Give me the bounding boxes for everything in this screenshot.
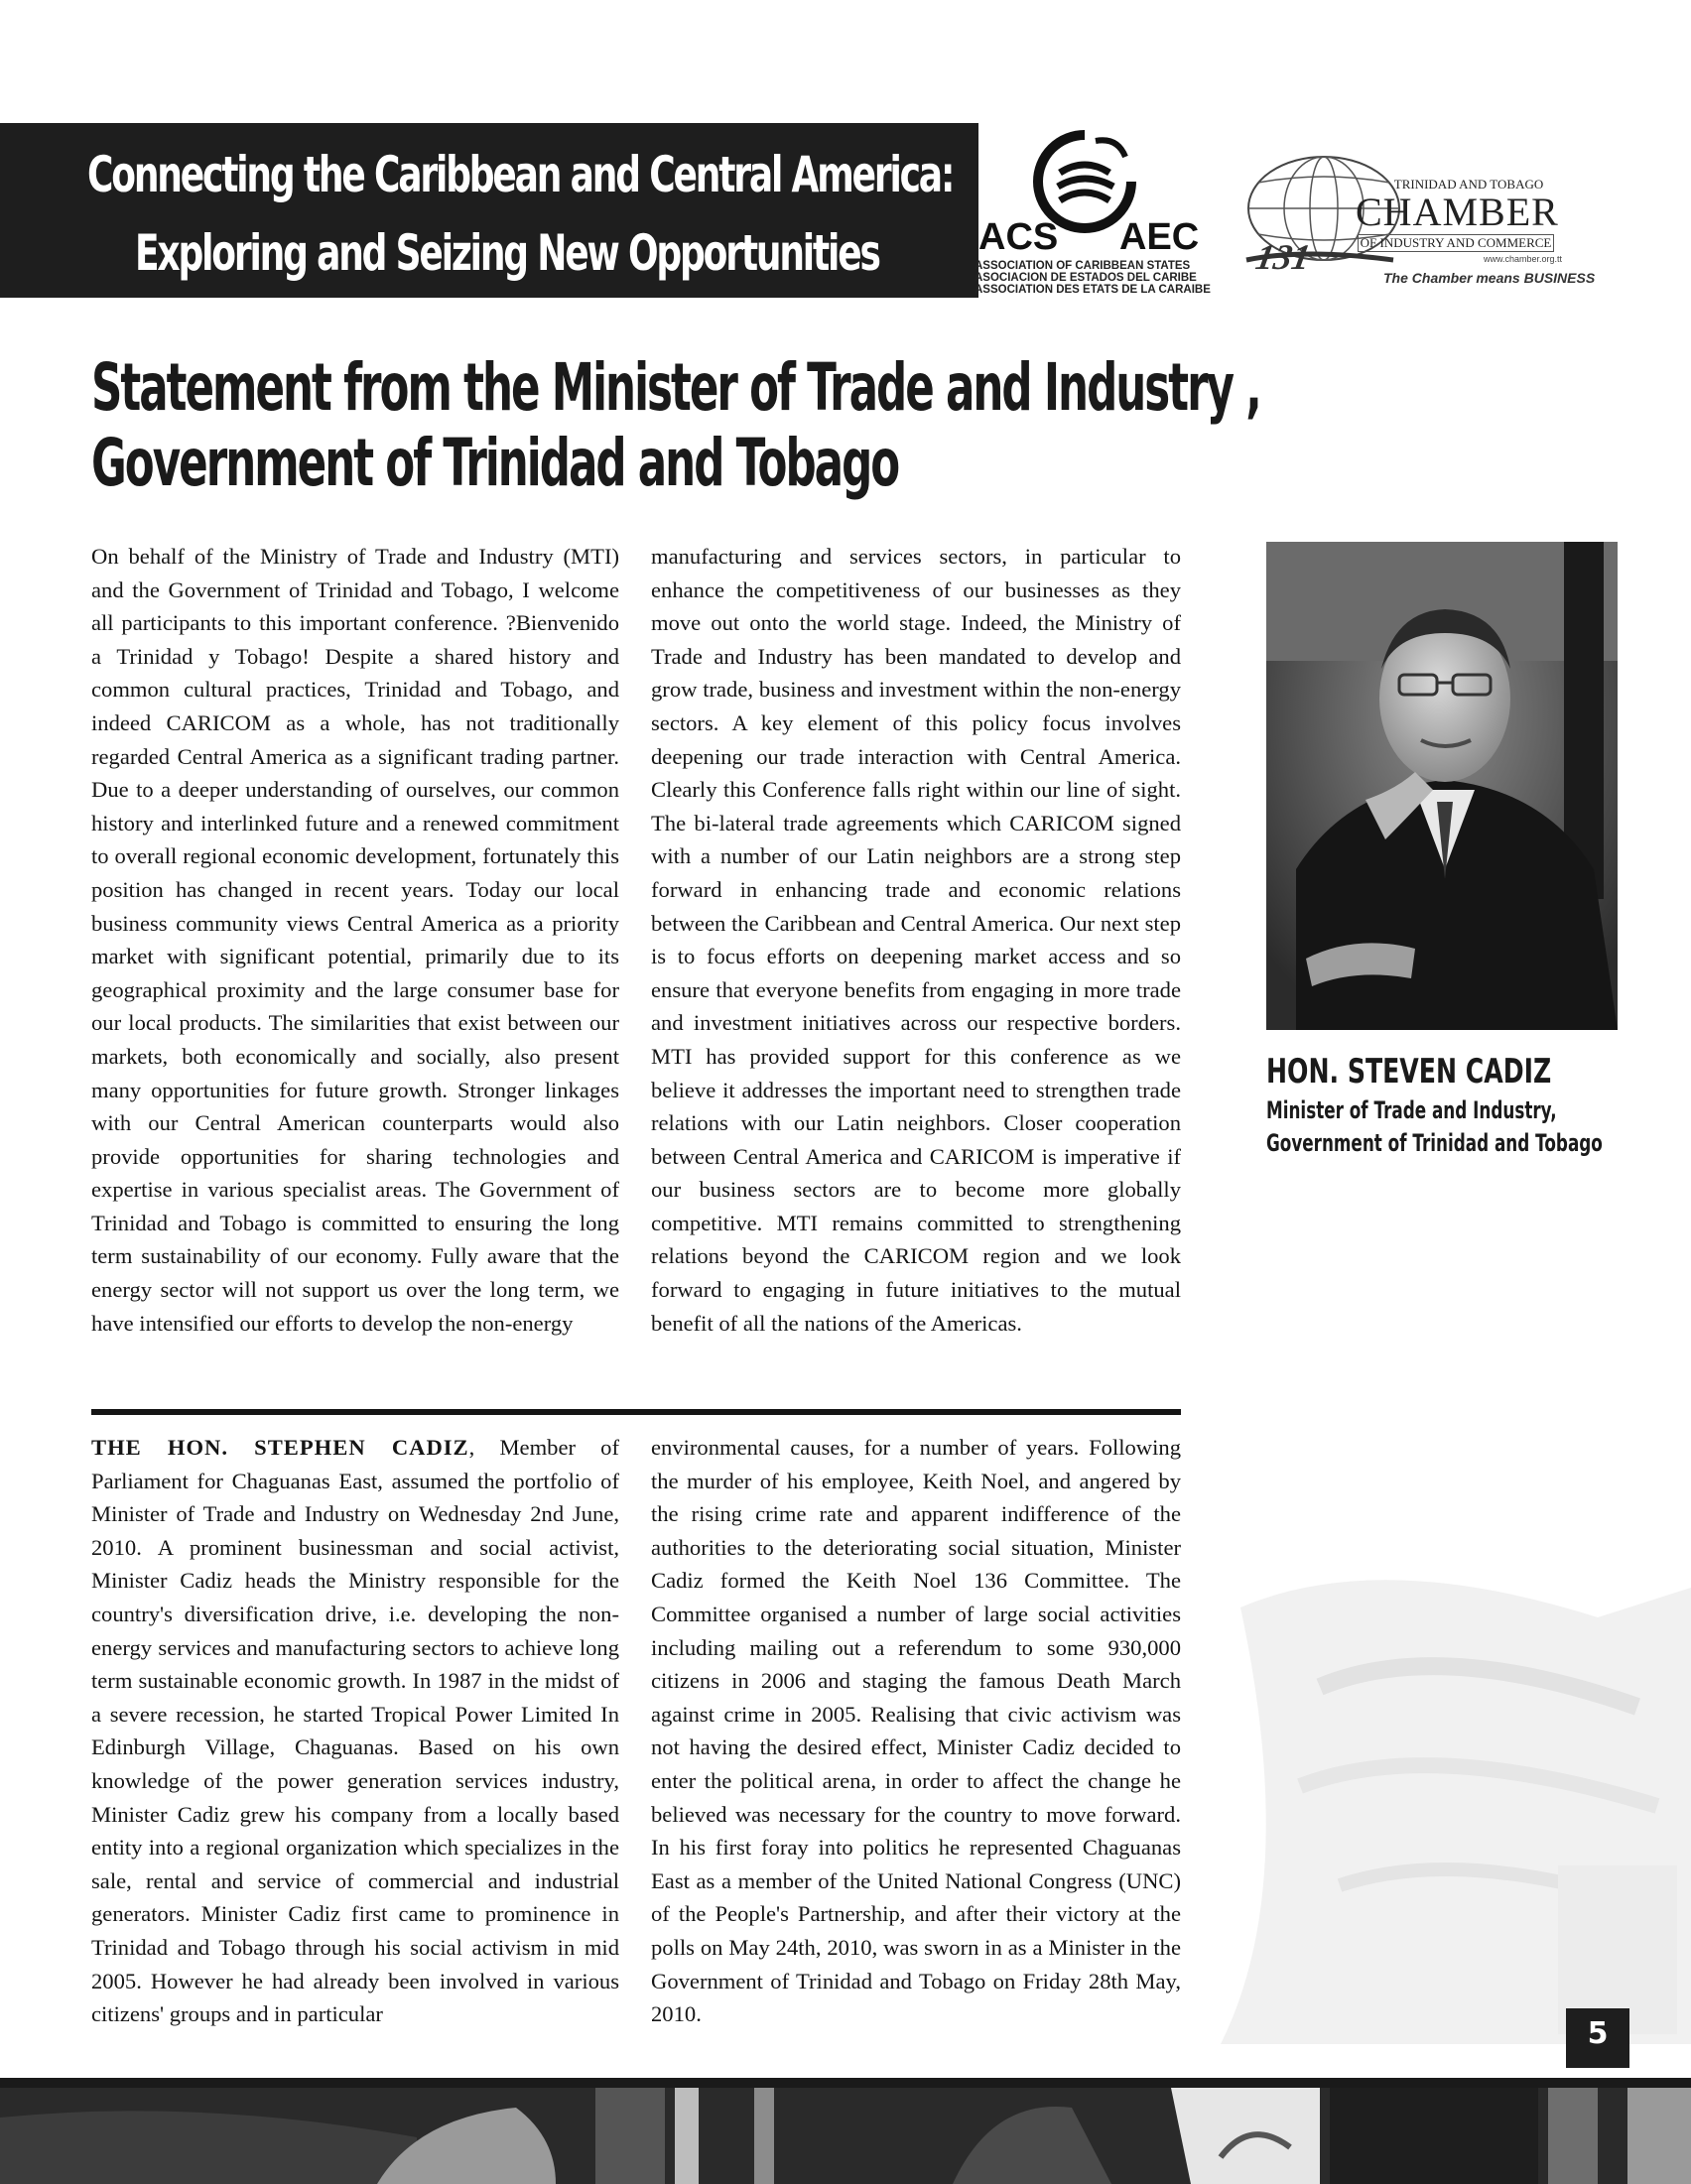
acs-logo	[975, 127, 1213, 294]
caption-title-1: Minister of Trade and Industry,	[1266, 1096, 1557, 1124]
bio-column-1	[91, 1431, 619, 2031]
headline-line-1: Statement from the Minister of Trade and Industry ,	[91, 349, 1260, 426]
bio-text-1: , Member of Parliament for Chaguanas East, assumed the portfolio of Minister of Trade and Industry on Wednesday 2nd June, 2010. A prominent businessman and social activist, Minister Cadiz heads the Ministry responsible for the country's diversification drive, i.e. developing the non-energy services and manufacturing sectors to achieve long term sustainable economic growth. In 1987 in the midst of a severe recession, he started Tropical Power Limited In Edinburgh Village, Chaguanas. Based on his own knowledge of the power generation services industry, Minister Cadiz grew his company from a locally based entity into a regional organization which specializes in the sale, rental and service of commercial and industrial generators. Minister Cadiz first came to prominence in Trinidad and Tobago through his social activism in mid 2005. However he had already been involved in various citizens' groups and in particular	[91, 1435, 619, 2027]
aec-label: AEC	[1119, 216, 1200, 258]
caption-title-2: Government of Trinidad and Tobago	[1266, 1129, 1603, 1157]
minister-portrait	[1266, 542, 1618, 1030]
bio-column-2: environmental causes, for a number of years. Following the murder of his employee, Keith Noel, and angered by the rising crime rate and apparent indifference of the authorities to the deteriorating social situation, Minister Cadiz formed the Keith Noel 136 Committee. The Committee organised a number of large social activities including mailing out a referendum to some 930,000 citizens in 2006 and staging the famous Death March against crime in 2005. Realising that civic activism was not having the desired effect, Minister Cadiz decided to enter the political arena, in order to affect the change he believed was necessary for the country to move forward. In his first foray into politics he represented Chaguanas East as a member of the United National Congress (UNC) of the People's Partnership, and after their victory at the polls on May 24th, 2010, was sworn in as a Minister in the Government of Trinidad and Tobago on Friday 28th May, 2010.	[651, 1435, 1181, 2027]
chamber-logo	[1244, 149, 1596, 298]
chamber-top-text: TRINIDAD AND TOBAGO	[1393, 177, 1544, 192]
statement-column-2: manufacturing and services sectors, in particular to enhance the competitiveness of our businesses as they move out onto the world stage. Indeed, the Ministry of Trade and Industry has been mandated to develop and grow trade, business and investment within the non-energy sectors. A key element of this policy focus involves deepening our trade interaction with Central America. Clearly this Conference falls right within our line of sight. The bi-lateral trade agreements which CARICOM signed with a number of our Latin neighbors are a strong step forward in enhancing trade and economic relations between the Caribbean and Central America. Our next step is to focus efforts on deepening market access and so ensure that everyone benefits from engaging in more trade and investment initiatives across our respective borders. MTI has provided support for this conference as we believe it addresses the important need to strengthen trade relations with our Latin neighbors. Closer cooperation between Central America and CARICOM is imperative if our business sectors are to become more globally competitive. MTI remains committed to strengthening relations beyond the CARICOM region and we look forward to engaging in future initiatives to the mutual benefit of all the nations of the Americas.	[651, 544, 1181, 1336]
portrait-image	[1266, 542, 1618, 1030]
bio-lead-name: THE HON. STEPHEN CADIZ	[91, 1435, 469, 1460]
acs-subtitle-es: ASOCIACION DE ESTADOS DEL CARIBE	[975, 272, 1197, 284]
chamber-main-text: CHAMBER	[1356, 190, 1559, 234]
banner-title-line-2: Exploring and Seizing New Opportunities	[135, 224, 879, 282]
acs-subtitle-en: ASSOCIATION OF CARIBBEAN STATES	[975, 260, 1191, 272]
banner-title-line-1: Connecting the Caribbean and Central America:	[87, 146, 954, 203]
statement-column-1: On behalf of the Ministry of Trade and Industry (MTI) and the Government of Trinidad and Tobago, I welcome all participants to this important conference. ?Bienvenido a Trinidad y Tobago! Despite a shared history and common cultural practices, Trinidad and Tobago, and indeed CARICOM as a whole, has not traditionally regarded Central America as a significant trading partner. Due to a deeper understanding of ourselves, our common history and interlinked future and a renewed commitment to overall regional economic development, fortunately this position has changed in recent years. Today our local business community views Central America as a priority market with significant potential, primarily due to its geographical proximity and the large consumer base for our local products. The similarities that exist between our markets, both economically and socially, also present many opportunities for future growth. Stronger linkages with our Central American counterparts would also provide opportunities for sharing technologies and expertise in various specialist areas. The Government of Trinidad and Tobago is committed to ensuring the long term sustainability of our economy. Fully aware that the energy sector will not support us over the long term, we have intensified our efforts to develop the non-energy	[91, 544, 619, 1336]
page-number-box	[1566, 2008, 1629, 2068]
page-number: 5	[1587, 2016, 1609, 2051]
chamber-anniversary: 131	[1252, 237, 1314, 277]
footer-image-strip	[0, 2078, 1691, 2184]
headline-line-2: Government of Trinidad and Tobago	[91, 425, 899, 501]
caption-name: HON. STEVEN CADIZ	[1266, 1052, 1552, 1092]
chamber-sub-text: OF INDUSTRY AND COMMERCE	[1358, 234, 1554, 252]
chamber-tagline: The Chamber means BUSINESS	[1383, 270, 1596, 286]
acs-subtitle-fr: ASSOCIATION DES ETATS DE LA CARAIBE	[975, 284, 1211, 296]
chamber-url: www.chamber.org.tt	[1483, 254, 1562, 264]
background-decoration	[1181, 1488, 1691, 2044]
acs-label: ACS	[978, 216, 1059, 258]
section-divider	[91, 1409, 1181, 1415]
